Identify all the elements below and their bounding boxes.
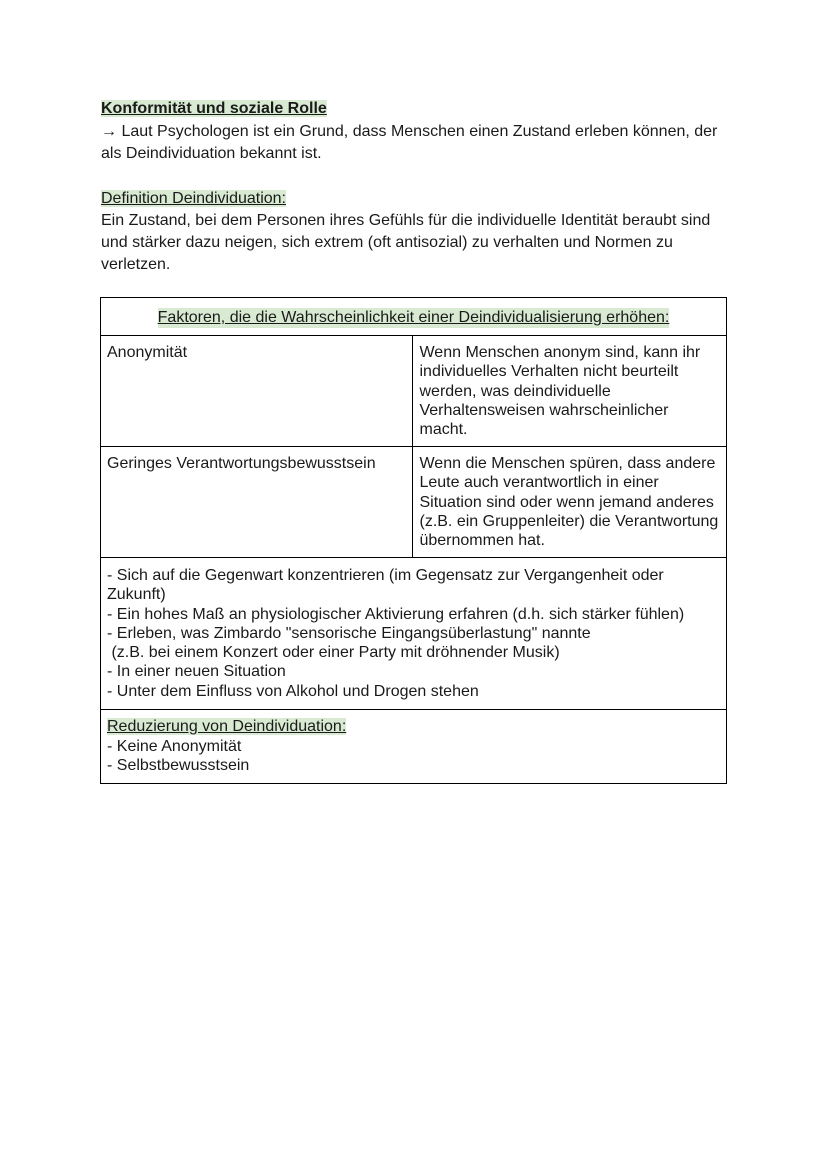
factors-table [100, 297, 727, 784]
definition-label [101, 189, 286, 209]
factor-explanation: Wenn die Menschen spüren, dass andere Leute auch verantwortlich in einer Situation sind oder wenn jemand anderes (z.B. ein Gruppenleiter) die Verantwortung übernommen hat. [419, 455, 719, 550]
factor-cell [101, 336, 413, 447]
list-item: - In einer neuen Situation [107, 663, 286, 681]
list-item: - Erleben, was Zimbardo "sensorische Eingangsüberlastung" nannte [107, 624, 591, 642]
reduction-label-text: Reduzierung von Deindividuation: [107, 718, 347, 736]
other-factors-cell [101, 558, 727, 710]
explanation-cell [413, 447, 727, 558]
explanation-cell [413, 336, 727, 447]
list-item: - Unter dem Einfluss von Alkohol und Drogen stehen [107, 682, 479, 700]
definition-label-text: Definition Deindividuation: [101, 190, 286, 207]
list-item: Zukunft) [107, 586, 166, 604]
page-title-text: Konformität und soziale Rolle [101, 100, 327, 117]
intro-paragraph: → Laut Psychologen ist ein Grund, dass Menschen einen Zustand erleben können, der als Deindividuation bekannt ist. [101, 123, 718, 162]
list-item: - Keine Anonymität [107, 737, 242, 755]
factors-table-header-text: Faktoren, die die Wahrscheinlichkeit einer Deindividualisierung erhöhen: [157, 309, 670, 326]
list-item: - Selbstbewusstsein [107, 757, 250, 775]
table-row [101, 447, 727, 558]
factor-explanation: Wenn Menschen anonym sind, kann ihr individuelles Verhalten nicht beurteilt werden, was deindividuelle Verhaltensweisen wahrscheinlicher macht. [419, 344, 701, 439]
factor-cell [101, 447, 413, 558]
list-item: - Ein hohes Maß an physiologischer Aktivierung erfahren (d.h. sich stärker fühlen) [107, 605, 685, 623]
page-title [101, 99, 327, 119]
factors-table-header [101, 298, 727, 336]
reduction-label [107, 717, 720, 737]
reduction-row [101, 710, 727, 784]
list-item: (z.B. bei einem Konzert oder einer Party mit dröhnender Musik) [107, 644, 560, 662]
other-factors-row [101, 558, 727, 710]
factors-table-header-row [101, 298, 727, 336]
definition-text: Ein Zustand, bei dem Personen ihres Gefühls für die individuelle Identität beraubt sind und stärker dazu neigen, sich extrem (oft antisozial) zu verhalten und Normen zu verletzen. [101, 212, 711, 273]
list-item: - Sich auf die Gegenwart konzentrieren (im Gegensatz zur Vergangenheit oder [107, 567, 664, 584]
table-row [101, 336, 727, 447]
reduction-content [101, 710, 726, 783]
reduction-cell [101, 710, 727, 784]
other-factors-list [101, 558, 726, 709]
factor-name: Anonymität [107, 344, 188, 361]
factor-name: Geringes Verantwortungsbewusstsein [107, 455, 376, 472]
